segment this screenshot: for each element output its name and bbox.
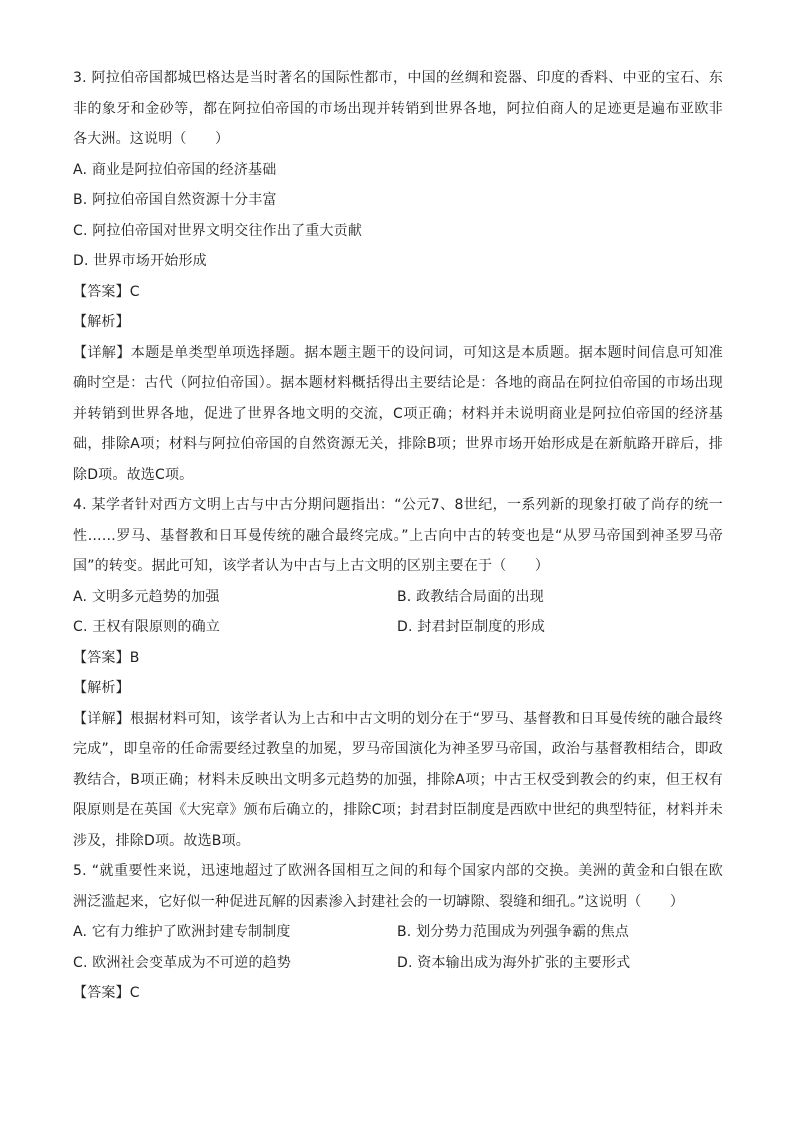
analysis-label: 【解析】 [73, 680, 130, 696]
question-stem: 4. 某学者针对西方文明上古与中古分期问题指出：“公元7、8世纪，一系列新的现象打破了尚存的统一性……罗马、基督教和日耳曼传统的融合最终完成。”上古向中古的转变也是“从罗马帝国到神圣罗马帝国”的转变。据此可知，该学者认为中古与上古文明的区别主要在于（ ） [73, 497, 724, 574]
options-row [73, 917, 723, 948]
options-row [73, 582, 723, 613]
option-a: A. 它有力维护了欧洲封建专制制度 [73, 924, 291, 940]
question-4 [73, 490, 723, 856]
analysis-label: 【解析】 [73, 314, 130, 330]
option-d: D. 世界市场开始形成 [73, 253, 207, 269]
page-content [73, 63, 723, 1009]
option-b: B. 政教结合局面的出现 [397, 588, 544, 605]
answer-label: 【答案】C [73, 985, 140, 1001]
option-c: C. 欧洲社会变革成为不可逆的趋势 [73, 954, 292, 971]
option-c: C. 王权有限原则的确立 [73, 619, 221, 635]
detail-explanation: 【详解】根据材料可知，该学者认为上古和中古文明的划分在于“罗马、基督教和日耳曼传统的融合最终完成”，即皇帝的任命需要经过教皇的加冕，罗马帝国演化为神圣罗马帝国，政治与基督教相结合，即政教结合，B项正确；材料未反映出文明多元趋势的加强，排除A项；中古王权受到教会的约束，但王权有限原则是在英国《大宪章》颁布后确立的，排除C项；封君封臣制度是西欧中世纪的典型特征，材料并未涉及，排除D项。故选B项。 [73, 710, 723, 849]
question-3 [73, 63, 723, 490]
question-stem: 5. “就重要性来说，迅速地超过了欧洲各国相互之间的和每个国家内部的交换。美洲的黄金和白银在欧洲泛滥起来，它好似一种促进瓦解的因素渗入封建社会的一切罅隙、裂缝和细孔。”这说明（ ） [73, 863, 723, 910]
option-b: B. 划分势力范围成为列强争霸的焦点 [397, 924, 630, 940]
options-row [73, 612, 723, 643]
answer-label: 【答案】B [73, 649, 140, 666]
option-b: B. 阿拉伯帝国自然资源十分丰富 [73, 192, 277, 208]
option-d: D. 封君封臣制度的形成 [397, 619, 546, 635]
option-a: A. 文明多元趋势的加强 [73, 588, 220, 605]
question-stem: 3. 阿拉伯帝国都城巴格达是当时著名的国际性都市，中国的丝绸和瓷器、印度的香料、中亚的宝石、东非的象牙和金砂等，都在阿拉伯帝国的市场出现并转销到世界各地，阿拉伯商人的足迹更是遍布亚欧非各大洲。这说明（ ） [73, 70, 723, 147]
options-row [73, 948, 723, 979]
question-5 [73, 856, 723, 1009]
option-d: D. 资本输出成为海外扩张的主要形式 [397, 954, 631, 971]
option-a: A. 商业是阿拉伯帝国的经济基础 [73, 161, 277, 178]
answer-label: 【答案】C [73, 283, 140, 300]
detail-explanation: 【详解】本题是单类型单项选择题。据本题主题干的设问词，可知这是本质题。据本题时间信息可知准确时空是：古代（阿拉伯帝国）。据本题材料概括得出主要结论是：各地的商品在阿拉伯帝国的市场出现并转销到世界各地，促进了世界各地文明的交流，C项正确；材料并未说明商业是阿拉伯帝国的经济基础，排除A项；材料与阿拉伯帝国的自然资源无关，排除B项；世界市场开始形成是在新航路开辟后，排除D项。故选C项。 [73, 344, 723, 483]
option-c: C. 阿拉伯帝国对世界文明交往作出了重大贡献 [73, 222, 363, 239]
